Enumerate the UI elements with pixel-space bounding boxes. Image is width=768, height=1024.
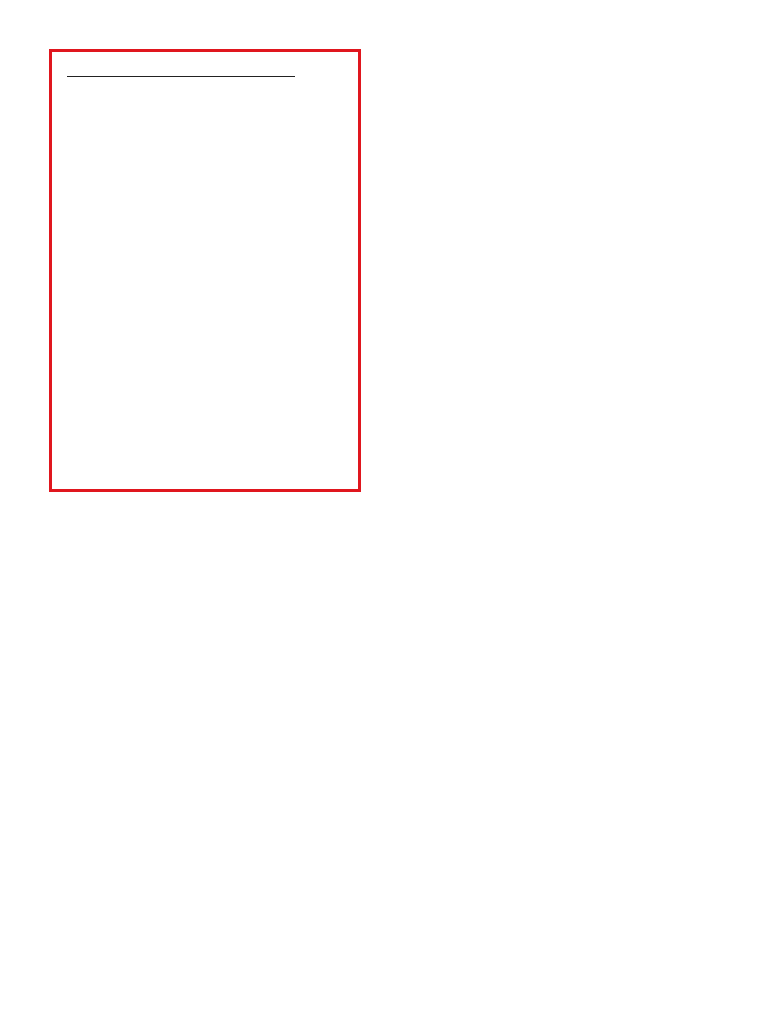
- name-field: [66, 66, 295, 77]
- worksheet-raton-samuel: [49, 49, 361, 492]
